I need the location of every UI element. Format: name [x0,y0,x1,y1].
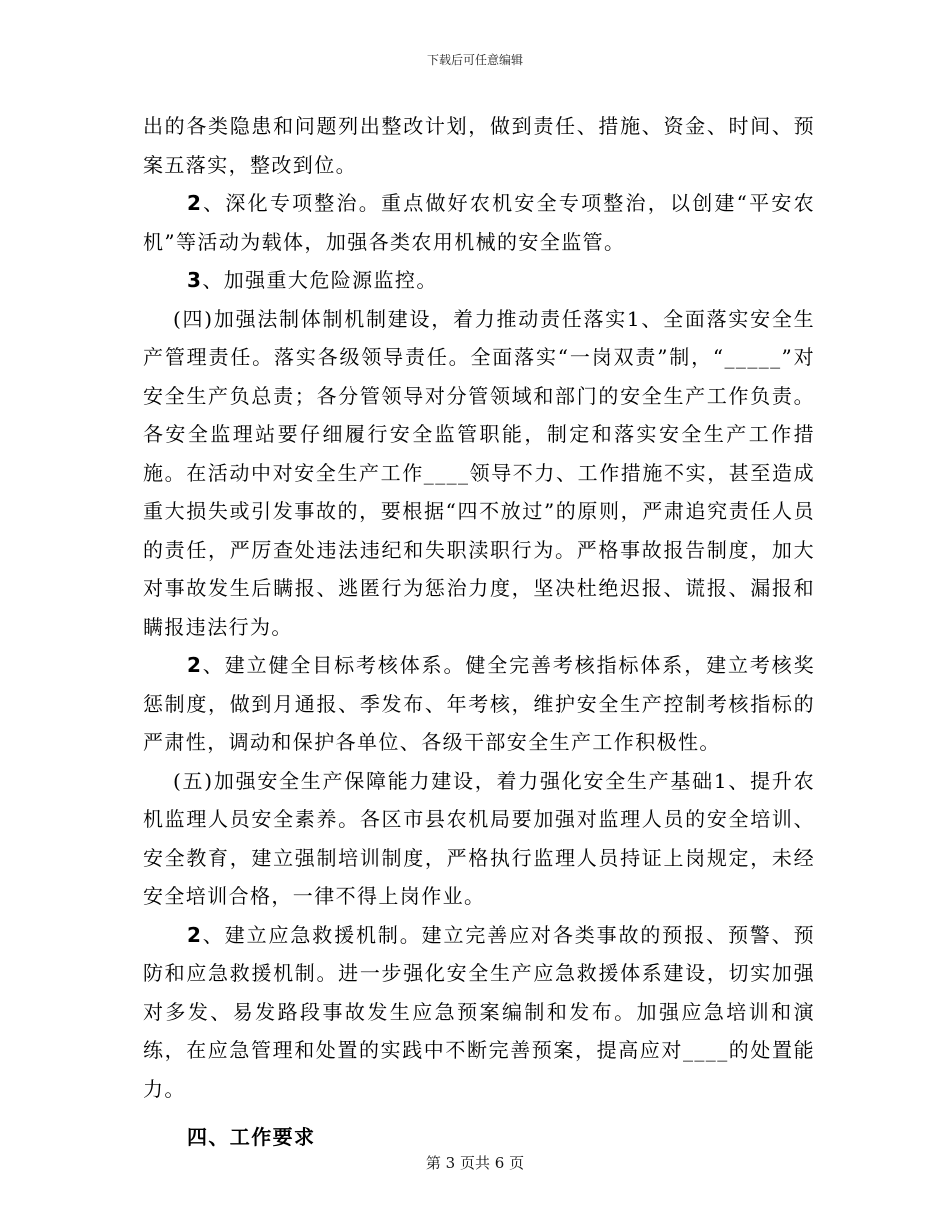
paragraph-assessment-system [143,646,815,762]
document-body [143,107,815,1157]
paragraph-emergency-rescue [143,916,815,1109]
paragraph-special-rectification [143,184,815,261]
page-footer: 第 3 页共 6 页 [425,1154,525,1172]
paragraph-text: (四)加强法制体制机制建设，着力推动责任落实1、全面落实安全生产管理责任。落实各级领导责任。全面落实“一岗双责”制，“_____”对安全生产负总责；各分管领导对分管领域和部门的安全生产工作负责。各安全监理站要仔细履行安全监管职能，制定和落实安全生产工作措施。在活动中对安全生产工作____领导不力、工作措施不实，甚至造成重大损失或引发事故的，要根据“四不放过”的原则，严肃追究责任人员的责任，严厉查处违法违纪和失职渎职行为。严格事故报告制度，加大对事故发生后瞒报、逃匿行为惩治力度，坚决杜绝迟报、谎报、漏报和瞒报违法行为。 [143,306,815,639]
paragraph-section-four [143,300,815,647]
section-heading: 四、工作要求 [187,1125,316,1149]
item-number: 3 [187,268,203,292]
paragraph-continuation [143,107,815,184]
item-number: 2 [187,653,203,677]
page-header: 下载后可任意编辑 [426,53,523,67]
paragraph-text: 、深化专项整治。重点做好农机安全专项整治，以创建“平安农机”等活动为载体，加强各类农用机械的安全监管。 [143,191,815,254]
paragraph-text: 、建立健全目标考核体系。健全完善考核指标体系，建立考核奖惩制度，做到月通报、季发布、年考核，维护安全生产控制考核指标的严肃性，调动和保护各单位、各级干部安全生产工作积极性。 [143,653,815,754]
paragraph-hazard-monitoring [143,261,815,300]
paragraph-text: (五)加强安全生产保障能力建设，着力强化安全生产基础1、提升农机监理人员安全素养。各区市县农机局要加强对监理人员的安全培训、安全教育，建立强制培训制度，严格执行监理人员持证上岗规定，未经安全培训合格，一律不得上岗作业。 [143,768,815,908]
paragraph-section-five [143,762,815,916]
paragraph-text: 出的各类隐患和问题列出整改计划，做到责任、措施、资金、时间、预案五落实，整改到位。 [143,114,815,177]
paragraph-text: 、加强重大危险源监控。 [202,268,438,292]
item-number: 2 [187,191,203,215]
item-number: 2 [187,922,203,947]
paragraph-text: 、建立应急救援机制。建立完善应对各类事故的预报、预警、预防和应急救援机制。进一步强化安全生产应急救援体系建设，切实加强对多发、易发路段事故发生应急预案编制和发布。加强应急培训和演练，在应急管理和处置的实践中不断完善预案，提高应对____的处置能力。 [143,922,815,1101]
